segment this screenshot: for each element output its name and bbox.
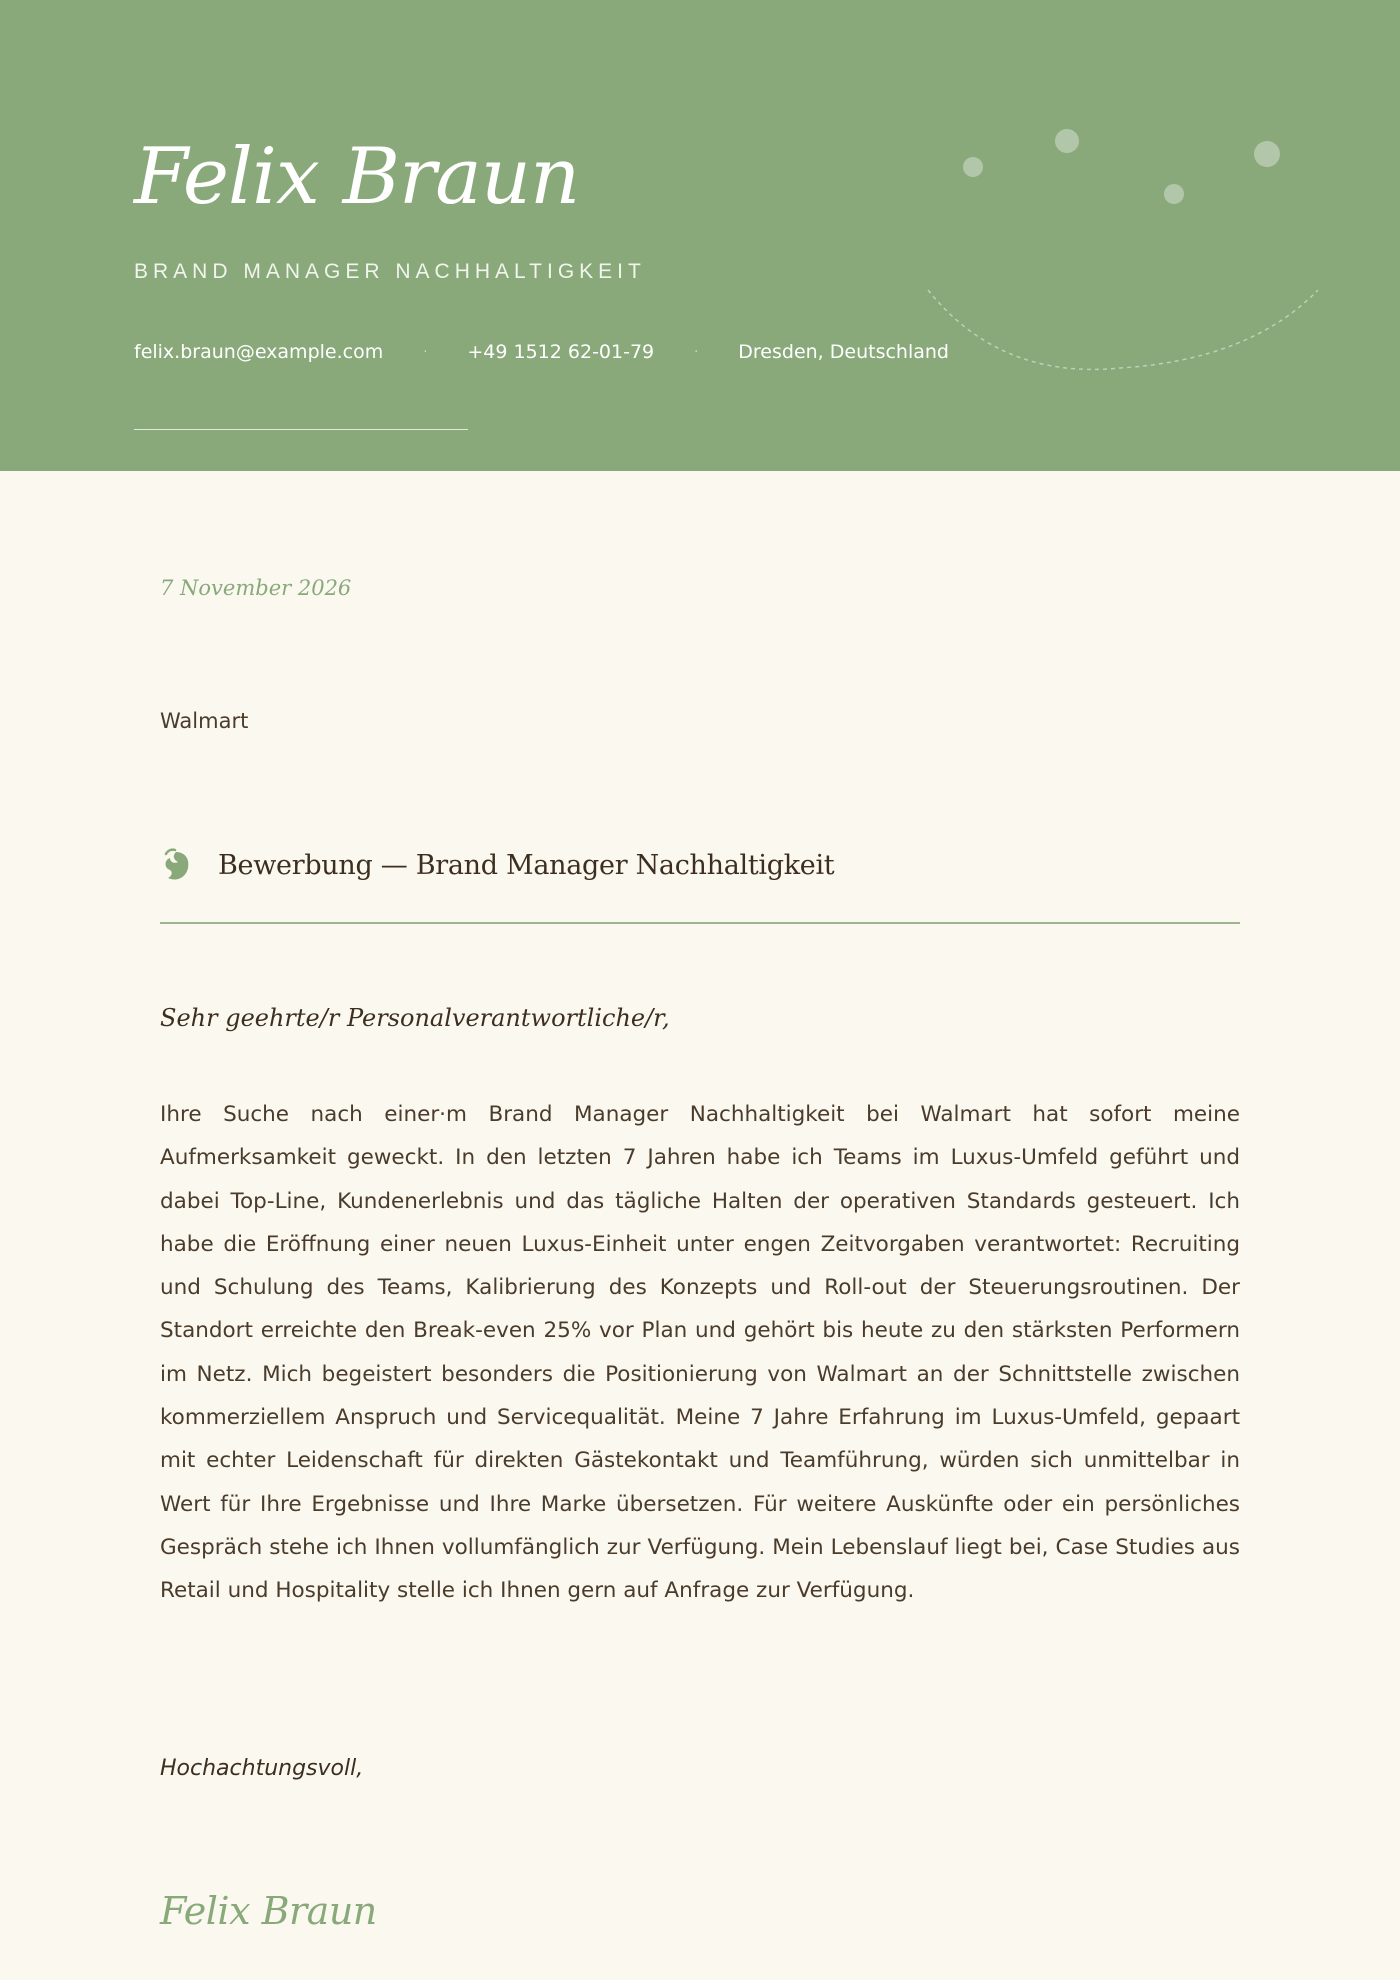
subject-divider [160, 922, 1240, 924]
header-decoration [0, 0, 1400, 471]
subject-row [160, 846, 1240, 884]
contact-location: Dresden, Deutschland [738, 341, 949, 363]
leaf-icon [160, 846, 192, 884]
contact-separator: · [694, 344, 699, 360]
letter-header [0, 0, 1400, 471]
decor-dot [1164, 184, 1184, 204]
contact-phone[interactable]: +49 1512 62-01-79 [467, 341, 655, 363]
applicant-role: BRAND MANAGER NACHHALTIGKEIT [134, 260, 646, 283]
signature: Felix Braun [160, 1889, 377, 1933]
recipient: Walmart [160, 709, 249, 733]
letter-date: 7 November 2026 [160, 576, 352, 600]
decor-arc [928, 290, 1318, 369]
salutation: Sehr geehrte/r Personalverantwortliche/r, [160, 1004, 670, 1032]
contact-separator: · [423, 344, 428, 360]
letter-body: Ihre Suche nach einer·m Brand Manager Nachhaltigkeit bei Walmart hat sofort meine Aufmerksamkeit geweckt. In den letzten 7 Jahren habe ich Teams im Luxus-Umfeld geführt und dabei Top-Line, Kundenerlebnis und das tägliche Halten der operativen Standards gesteuert. Ich habe die Eröffnung einer neuen Luxus-Einheit unter engen Zeitvorgaben verantwortet: Recruiting und Schulung des Teams, Kalibrierung des Konzepts und Roll-out der Steuerungsroutinen. Der Standort erreichte den Break-even 25% vor Plan und gehört bis heute zu den stärksten Performern im Netz. Mich begeistert besonders die Positionierung von Walmart an der Schnittstelle zwischen kommerziellem Anspruch und Servicequalität. Meine 7 Jahre Erfahrung im Luxus-Umfeld, gepaart mit echter Leidenschaft für direkten Gästekontakt und Teamführung, würden sich unmittelbar in Wert für Ihre Ergebnisse und Ihre Marke übersetzen. Für weitere Auskünfte oder ein persönliches Gespräch stehe ich Ihnen vollumfänglich zur Verfügung. Mein Lebenslauf liegt bei, Case Studies aus Retail und Hospitality stelle ich Ihnen gern auf Anfrage zur Verfügung. [160, 1102, 1240, 1604]
applicant-name: Felix Braun [134, 132, 580, 222]
decor-dot [1254, 141, 1280, 167]
decor-dot [1055, 129, 1079, 153]
contact-email[interactable]: felix.braun@example.com [134, 341, 384, 363]
contact-line [134, 337, 949, 367]
closing: Hochachtungsvoll, [160, 1756, 364, 1781]
decor-dot [963, 157, 983, 177]
subject-heading: Bewerbung — Brand Manager Nachhaltigkeit [218, 849, 835, 881]
header-divider [134, 429, 468, 430]
